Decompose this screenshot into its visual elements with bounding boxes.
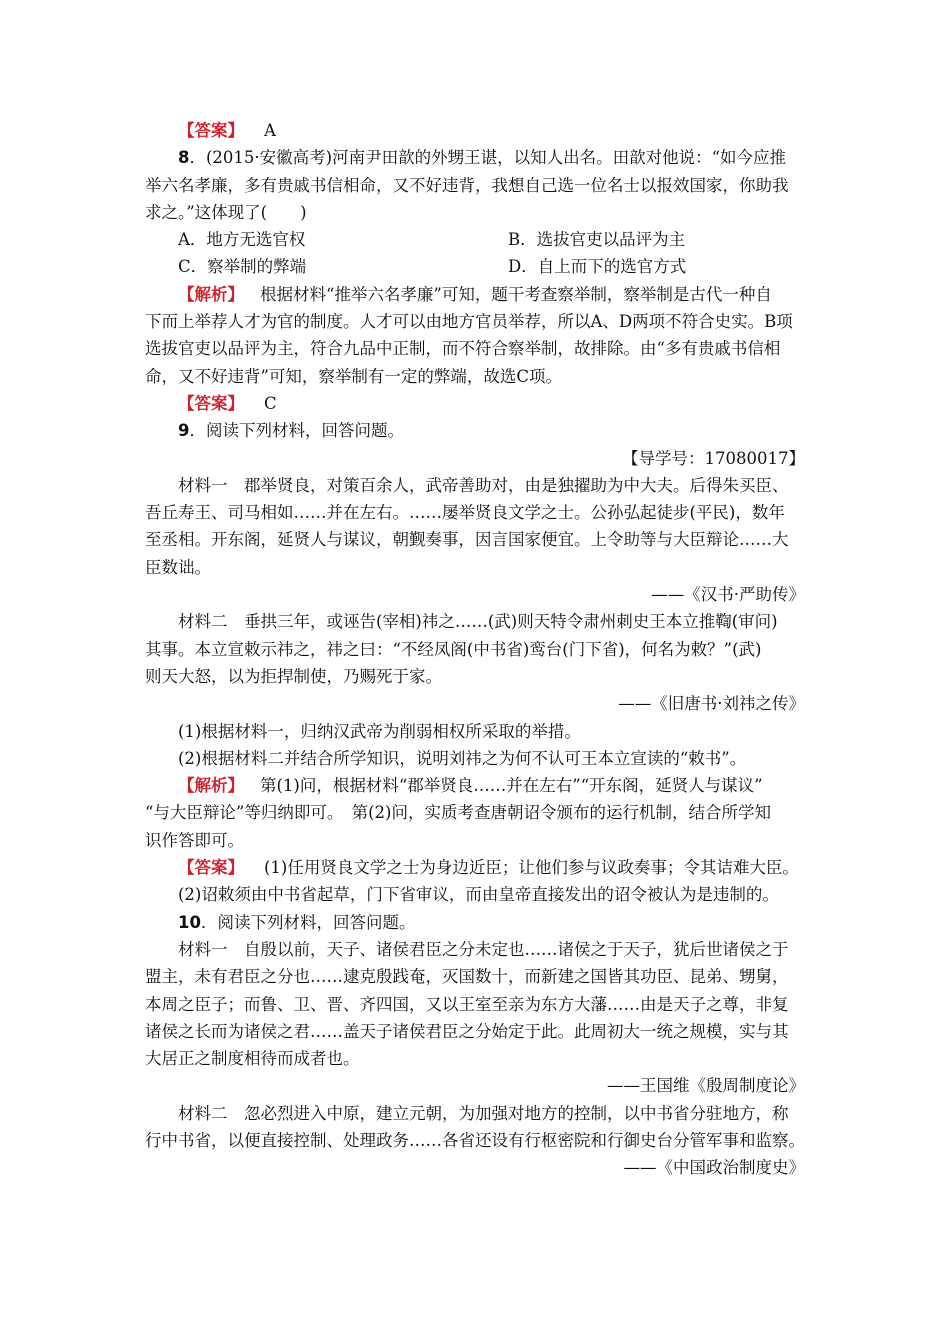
material-line: 行中书省，以便直接控制、处理政务……各省还设有行枢密院和行御史台分管军事和监察。: [145, 1130, 805, 1150]
question-number: 8: [178, 148, 190, 168]
analysis-line: 识作答即可。: [145, 830, 244, 850]
analysis-line: 选拔官吏以品评为主，符合九品中正制，而不符合察举制，故排除。由“多有贵戚书信相: [145, 339, 781, 359]
material-line: 则天大怒，以为拒捍制使，乃赐死于家。: [145, 666, 442, 686]
guide-number: 【导学号：17080017】: [622, 448, 805, 468]
q8-stem-line: ．(2015·安徽高考)河南尹田歆的外甥王谌，以知人出名。田歆对他说：“如今应推: [189, 148, 787, 168]
q8-stem-line: 求之。”这体现了( ): [145, 202, 307, 222]
material-line: 材料一 郡举贤良，对策百余人，武帝善助对，由是独擢助为中大夫。后得朱买臣、: [178, 475, 789, 495]
analysis-line: 下而上举荐人才为官的制度。人才可以由地方官员举荐，所以A、D两项不符合史实。B项: [145, 312, 793, 332]
q8-options: [145, 226, 805, 281]
answer-tag: 【答案】: [178, 393, 244, 413]
analysis-tag: 【解析】: [178, 776, 244, 796]
material-line: 材料二 忽必烈进入中原，建立元朝，为加强对地方的控制，以中书省分驻地方，称: [178, 1103, 789, 1123]
answer-value: A: [264, 121, 276, 140]
material-line: 诸侯之长而为诸侯之君……盖天子诸侯君臣之分始定于此。此周初大一统之规模，实与其: [145, 1021, 789, 1041]
q10-stem-text: ．阅读下列材料，回答问题。: [200, 912, 416, 932]
material-line: 盟主，未有君臣之分也……逮克殷践奄，灭国数十，而新建之国皆其功臣、昆弟、甥舅，: [145, 967, 789, 987]
q8-answer: [145, 390, 805, 417]
q9-stem: [145, 417, 805, 444]
q9-subquestion-2: (2)根据材料二并结合所学知识，说明刘祎之为何不认可王本立宣读的“敕书”。: [178, 748, 747, 768]
question-number: 9: [178, 421, 190, 441]
q9-material-1: [145, 472, 805, 581]
analysis-line: 命，又不好违背”可知，察举制有一定的弊端，故选C项。: [145, 366, 563, 386]
q9-material-1-source: ——《汉书·严助传》: [651, 585, 805, 605]
q10-material-2-source: ——《中国政治制度史》: [623, 1158, 805, 1178]
analysis-line: “与大臣辩论”等归纳即可。 第(2)问，实质考查唐朝诏令颁布的运行机制，结合所学知: [145, 803, 771, 823]
q9-material-2-source: ——《旧唐书·刘祎之传》: [618, 694, 805, 714]
answer-line: (1)任用贤良文学之士为身边近臣；让他们参与议政奏事；令其诘难大臣。: [264, 858, 799, 878]
option-c: C．察举制的弊端: [178, 257, 307, 277]
q9-analysis: [145, 772, 805, 854]
option-b: B．选拔官吏以品评为主: [508, 230, 686, 250]
q9-material-2: [145, 608, 805, 690]
q10-stem: [145, 909, 805, 936]
analysis-line: 第(1)问，根据材料“郡举贤良……并在左右”“开东阁，延贤人与谋议”: [260, 776, 763, 796]
material-line: 至丞相。开东阁，延贤人与谋议，朝觐奏事，因言国家便宜。上令助等与大臣辩论……大: [145, 530, 789, 550]
answer-tag: 【答案】: [178, 121, 244, 140]
option-a: A．地方无选官权: [178, 230, 306, 250]
q10-material-1: [145, 936, 805, 1072]
q8-analysis: [145, 281, 805, 390]
q9-stem-text: ．阅读下列材料，回答问题。: [189, 421, 404, 441]
answer-tag: 【答案】: [178, 858, 244, 878]
question-number: 10: [178, 912, 201, 932]
q8-stem: [145, 144, 805, 226]
q9-answer-2: (2)诏敕须由中书省起草，门下省审议，而由皇帝直接发出的诏令被认为是违制的。: [178, 885, 779, 905]
material-line: 其事。本立宣敕示祎之，祎之曰：“不经凤阁(中书省)鸾台(门下省)，何名为敕？”(武): [145, 639, 762, 659]
material-line: 大居正之制度相待而成者也。: [145, 1049, 360, 1069]
material-line: 材料二 垂拱三年，或诬告(宰相)祎之……(武)则天特令肃州刺史王本立推鞫(审问): [178, 612, 778, 632]
q10-material-1-source: ——王国维《殷周制度论》: [607, 1076, 805, 1096]
q8-stem-line: 举六名孝廉，多有贵戚书信相命，又不好违背，我想自己选一位名士以报效国家，你助我: [145, 175, 789, 195]
analysis-line: 根据材料“推举六名孝廉”可知，题干考查察举制，察举制是古代一种自: [260, 284, 772, 304]
q9-subquestion-1: (1)根据材料一，归纳汉武帝为削弱相权所采取的举措。: [178, 721, 581, 741]
material-line: 吾丘寿王、司马相如……并在左右。……屡举贤良文学之士。公孙弘起徒步(平民)，数年: [145, 503, 785, 523]
q9-answer: [145, 854, 805, 881]
option-d: D．自上而下的选官方式: [508, 257, 687, 277]
document-page: [145, 117, 805, 1182]
q10-material-2: [145, 1100, 805, 1155]
q7-answer: [145, 117, 805, 144]
answer-value: C: [264, 393, 277, 413]
material-line: 材料一 自殷以前，天子、诸侯君臣之分未定也……诸侯之于天子，犹后世诸侯之于: [178, 939, 789, 959]
material-line: 臣数诎。: [145, 557, 211, 577]
material-line: 本周之臣子；而鲁、卫、晋、齐四国，又以王室至亲为东方大藩……由是天子之尊，非复: [145, 994, 789, 1014]
analysis-tag: 【解析】: [178, 284, 244, 304]
